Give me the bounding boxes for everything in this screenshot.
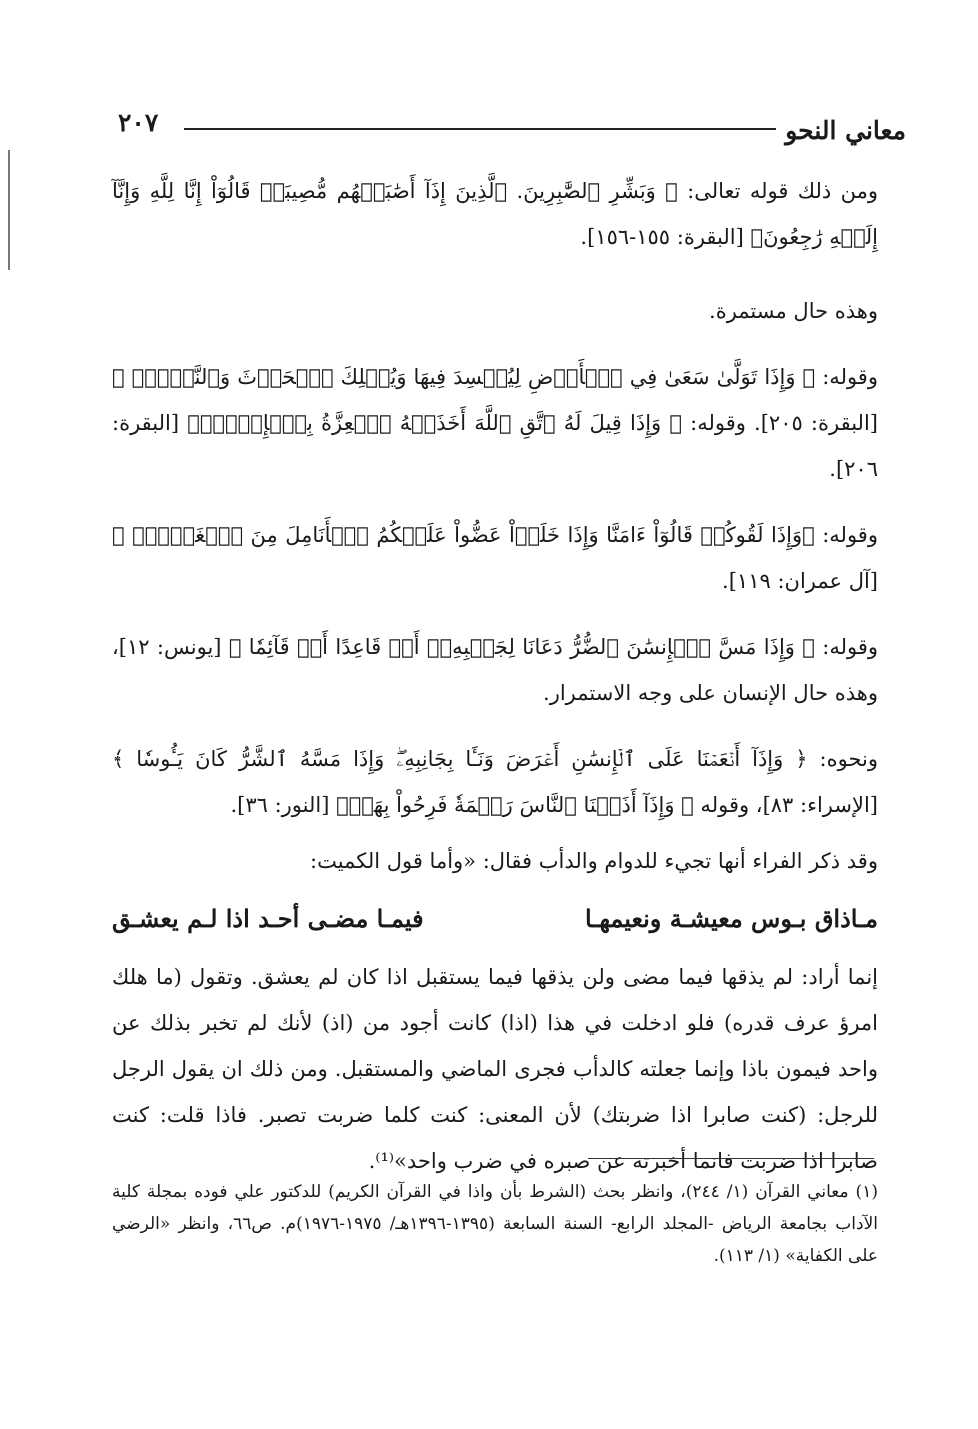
paragraph-8: إنما أراد: لم يذقها فيما مضى ولن يذقها فيما يستقبل اذا كان لم يعشق. وتقول (ما هلك امرؤ عرف قدره) فلو ادخلت في هذا (اذا) كانت أجود من (اذ) لأنك لم تخبر بذلك عن واحد فيمون باذا وإنما جعلته كالدأب فجرى الماضي والمستقبل. ومن ذلك ان يقول الرجل للرجل: (كنت صابرا اذا ضربتك) لأن المعنى: كنت كلما ضربت تصبر. فاذا قلت: كنت صابرا اذا ضربت فانما أخبرته عن صبره في ضرب واحد»⁽¹⁾. [112, 965, 878, 1173]
footnote-separator [588, 1158, 874, 1159]
verse-hemistich-1: مـاذاق بـوس معيشـة ونعيمهـا [584, 904, 878, 933]
poetry-verse [112, 894, 878, 944]
running-title: معاني النحو [785, 116, 906, 145]
paragraph-6: ونحوه: ﴿ وَإِذَآ أَنۡعَمۡنَا عَلَى ٱلۡإِنسَٰنِ أَعۡرَضَ وَنَـَٔا بِجَانِبِهِۦۖ وَإِذَا مَسَّهُ ٱلشَّرُّ كَانَ يَـُٔوسٗا ﴾ [الإسراء: ٨٣]، وقوله ﴿ وَإِذَآ أَذَقۡنَا ٱلنَّاسَ رَحۡمَةٗ فَرِحُواْ بِهَاۖ﴾ [النور: ٣٦]. [112, 747, 878, 817]
main-text [112, 168, 878, 1184]
footnote-1: (١) معاني القرآن (١/ ٢٤٤)، وانظر بحث (الشرط بأن واذا في القرآن الكريم) للدكتور علي فوده بمجلة كلية الآداب بجامعة الرياض -المجلد الرابع- السنة السابعة (١٣٩٥-١٣٩٦هـ/ ١٩٧٥-١٩٧٦)م. ص٦٦، وانظر «الرضي على الكفاية» (١/ ١١٣). [112, 1182, 878, 1266]
paragraph-7: وقد ذكر الفراء أنها تجيء للدوام والدأب فقال: «وأما قول الكميت: [310, 849, 878, 873]
header-rule [184, 128, 776, 130]
paragraph-5: وقوله: ﴿ وَإِذَا مَسَّ ٱلۡإِنسَٰنَ ٱلضُّرُّ دَعَانَا لِجَنۢبِهِۦٓ أَوۡ قَاعِدًا أَوۡ قَآئِمٗا ﴾ [يونس: ١٢]، وهذه حال الإنسان على وجه الاستمرار. [112, 635, 878, 705]
paragraph-4: وقوله: ﴿وَإِذَا لَقُوكُمۡ قَالُوٓاْ ءَامَنَّا وَإِذَا خَلَوۡاْ عَضُّواْ عَلَيۡكُمُ ٱلۡأَنَامِلَ مِنَ ٱلۡغَيۡظِۚ ﴾ [آل عمران: ١١٩]. [112, 523, 878, 593]
paragraph-2: وهذه حال مستمرة. [709, 299, 878, 323]
binding-mark [8, 150, 10, 270]
page-header [118, 108, 906, 152]
paragraph-1: ومن ذلك قوله تعالى: ﴿ وَبَشِّرِ ٱلصَّٰبِرِينَ. ٱلَّذِينَ إِذَآ أَصَٰبَتۡهُم مُّصِيبَةٞ قَالُوٓاْ إِنَّا لِلَّهِ وَإِنَّآ إِلَيۡهِ رَٰجِعُونَ﴾ [البقرة: ١٥٥-١٥٦]. [112, 179, 878, 249]
paragraph-3: وقوله: ﴿ وَإِذَا تَوَلَّىٰ سَعَىٰ فِي ٱلۡأَرۡضِ لِيُفۡسِدَ فِيهَا وَيُهۡلِكَ ٱلۡحَرۡثَ وَٱلنَّسۡلَۚ ﴾ [البقرة: ٢٠٥]. وقوله: ﴿ وَإِذَا قِيلَ لَهُ ٱتَّقِ ٱللَّهَ أَخَذَتۡهُ ٱلۡعِزَّةُ بِٱلۡإِثۡمِۚ﴾ [البقرة: ٢٠٦]. [112, 365, 878, 481]
verse-hemistich-2: فيمـا مضـى أحـد اذا لـم يعشـق [112, 904, 424, 933]
footnotes [112, 1176, 878, 1272]
page-number: ٢٠٧ [118, 108, 159, 137]
